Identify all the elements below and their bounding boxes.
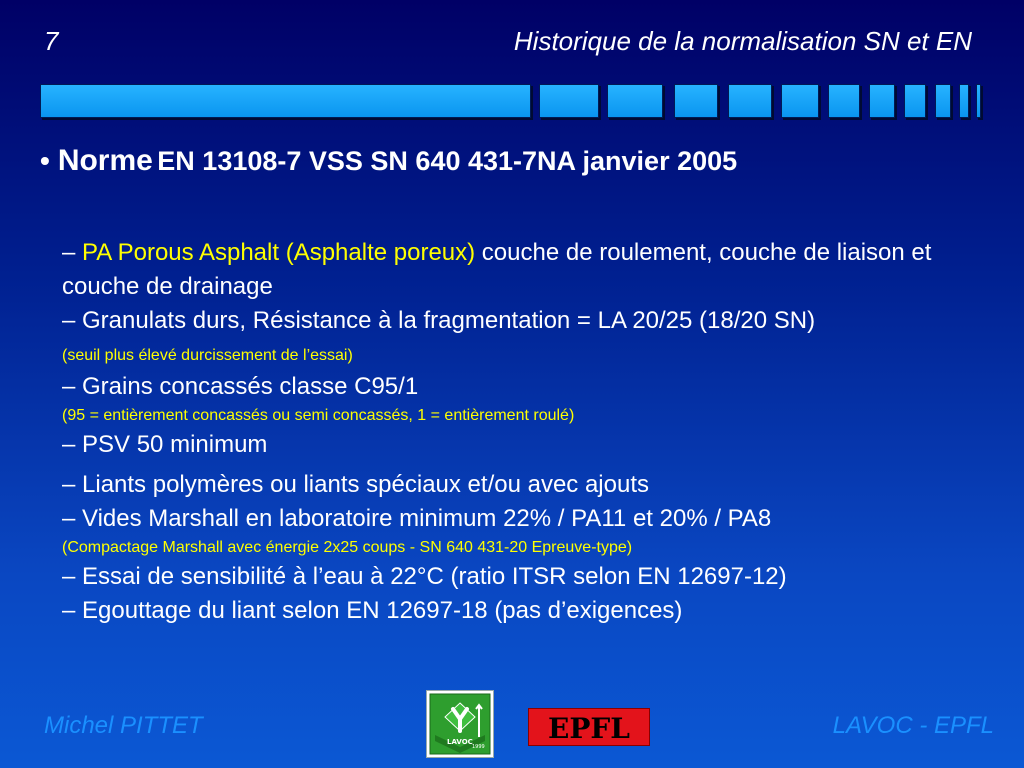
list-item-vides-marshall: – Vides Marshall en laboratoire minimum 22% / PA11 et 20% / PA8 xyxy=(62,505,772,532)
heading-norme: Norme xyxy=(57,144,153,177)
note-grains: (95 = entièrement concassés ou semi concassés, 1 = entièrement roulé) xyxy=(62,407,575,424)
bar-segment xyxy=(869,84,895,118)
list-item-liants: – Liants polymères ou liants spéciaux et/ou avec ajouts xyxy=(62,471,650,498)
bar-segment xyxy=(828,84,860,118)
bar-segment xyxy=(728,84,772,118)
decorative-bar-strip xyxy=(40,84,982,118)
list-item-egouttage: – Egouttage du liant selon EN 12697-18 (pas d’exigences) xyxy=(62,597,683,624)
epfl-logo xyxy=(528,708,650,746)
note-granulats: (seuil plus élevé durcissement de l’essai) xyxy=(62,347,353,364)
list-item-porous-asphalt: – PA Porous Asphalt (Asphalte poreux) couche de roulement, couche de liaison et couche de drainage xyxy=(62,239,932,300)
heading-bullet: • xyxy=(40,145,50,176)
list-item-grains: – Grains concassés classe C95/1 xyxy=(62,373,419,400)
slide-number: 7 xyxy=(44,26,59,56)
footer-institution: LAVOC - EPFL xyxy=(832,712,994,739)
slide-content xyxy=(62,236,992,628)
bar-segment xyxy=(959,84,969,118)
lavoc-logo xyxy=(426,690,494,758)
list-item-granulats: – Granulats durs, Résistance à la fragmentation = LA 20/25 (18/20 SN) xyxy=(62,307,816,334)
bar-segment xyxy=(40,84,531,118)
note-vides-marshall: (Compactage Marshall avec énergie 2x25 coups - SN 640 431-20 Epreuve-type) xyxy=(62,539,633,556)
porous-asphalt-highlight: PA Porous Asphalt (Asphalte poreux) xyxy=(82,239,476,266)
heading-standard: EN 13108-7 VSS SN 640 431-7NA janvier 2005 xyxy=(157,146,738,176)
bar-segment xyxy=(904,84,926,118)
slide-title: Historique de la normalisation SN et EN xyxy=(513,26,972,56)
bar-segment xyxy=(935,84,951,118)
svg-text:1999: 1999 xyxy=(472,744,485,750)
list-item-essai-sensibilite: – Essai de sensibilité à l’eau à 22°C (ratio ITSR selon EN 12697-12) xyxy=(62,563,787,590)
bar-segment xyxy=(781,84,819,118)
bar-segment xyxy=(539,84,599,118)
porous-asphalt-description: couche de roulement, couche de liaison et couche de drainage xyxy=(62,239,932,300)
footer-author: Michel PITTET xyxy=(44,712,203,739)
svg-text:EPFL: EPFL xyxy=(548,712,630,745)
bar-segment xyxy=(674,84,718,118)
slide-heading xyxy=(40,144,737,178)
svg-text:LAVOC: LAVOC xyxy=(447,738,473,746)
bar-segment xyxy=(607,84,663,118)
list-item-psv: – PSV 50 minimum xyxy=(62,431,268,458)
bar-segment xyxy=(976,84,981,118)
